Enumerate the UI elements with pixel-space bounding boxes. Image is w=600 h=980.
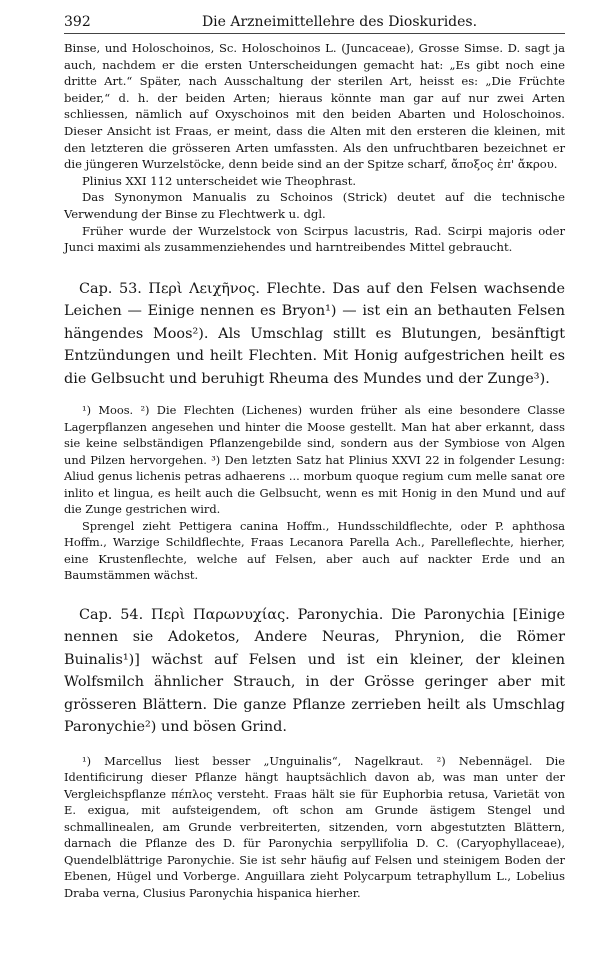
footnote-paragraph: ¹) Marcellus liest besser „Unguinalis“, Nagelkraut. ²) Nebennägel. Die Identificirung dieser Pflanze hängt hauptsächlich davon ab, was man unter der Vergleichspflanze πέπλος versteht. Fraas hält sie für Euphorbia retusa, Varietät von E. exigua, mit aufsteigendem, oft schon am Grunde ästigem Stengel und schmallinealen, am Grunde verbreiterten, sitzenden, vorn abgestutzten Blättern, darnach die Pflanze des D. für Paronychia serpyllifolia D. C. (Caryophyllaceae), Quendelblättrige Paronychie. Sie ist sehr häufig auf Felsen und steinigem Boden der Ebenen, Hügel und Vorberge. Anguillara zieht Polycarpum tetraphyllum L., Lobelius Draba verna, Clusius Paronychia hispanica hierher.	[64, 753, 565, 900]
page-body	[64, 40, 565, 901]
footnote-paragraph: Sprengel zieht Pettigera canina Hoffm., Hundsschildflechte, oder P. aphthosa Hoffm., Warzige Schildflechte, Fraas Lecanora Parella Ach., Parelleflechte, hierher, eine Krustenflechte, welche auf Felsen, aber auch auf nackter Erde und an Baumstämmen wächst.	[64, 518, 565, 583]
top-notes	[64, 40, 565, 256]
note-paragraph: Plinius XXI 112 unterscheidet wie Theophrast.	[82, 173, 357, 188]
note-paragraph: Früher wurde der Wurzelstock von Scirpus lacustris, Rad. Scirpi majoris oder Junci maximi als zusammenziehendes und harntreibendes Mittel gebraucht.	[64, 223, 565, 255]
chapter-54-text: Cap. 54. Περὶ Παρωνυχίας. Paronychia. Die Paronychia [Einige nennen sie Adoketos, Andere Neuras, Phrynion, die Römer Buinalis¹)] wächst auf Felsen und ist ein kleiner, der kleinen Wolfsmilch ähnlicher Strauch, in der Grösse geringer aber mit grösseren Blättern. Die ganze Pflanze zerrieben heilt als Umschlag Paronychie²) und bösen Grind.	[64, 606, 565, 736]
chapter-53-footnotes	[64, 402, 565, 584]
chapter-54-footnotes	[64, 753, 565, 902]
running-title: Die Arzneimittellehre des Dioskurides.	[201, 14, 478, 30]
note-paragraph: Das Synonymon Manualis zu Schoinos (Strick) deutet auf die technische Verwendung der Binse zu Flechtwerk u. dgl.	[64, 190, 565, 221]
page-number: 392	[64, 14, 91, 30]
footnote-paragraph: ¹) Moos. ²) Die Flechten (Lichenes) wurden früher als eine besondere Classe Lagerpflanzen angesehen und hinter die Moose gestellt. Man hat aber erkannt, dass sie keine selbständigen Pflanzengebilde sind, sondern aus der Symbiose von Algen und Pilzen hervorgehen. ³) Den letzten Satz hat Plinius XXVI 22 in folgender Lesung: Aliud genus lichenis petras adhaerens ... morbum quoque regium cum melle sanat ore inlito et lingua, es heilt auch die Gelbsucht, wenn es mit Honig in den Mund und auf die Zunge gestrichen wird.	[64, 403, 565, 517]
running-head	[64, 0, 565, 34]
chapter-53-text: Cap. 53. Περὶ Λειχῆνος. Flechte. Das auf den Felsen wachsende Leichen — Einige nennen es Bryon¹) — ist ein an bethauten Felsen hängendes Moos²). Als Umschlag stillt es Blutungen, besänftigt Entzündungen und heilt Flechten. Mit Honig aufgestrichen heilt es die Gelbsucht und beruhigt Rheuma des Mundes und der Zunge³).	[64, 280, 565, 387]
note-paragraph: Binse, und Holoschoinos, Sc. Holoschoinos L. (Juncaceae), Grosse Simse. D. sagt ja auch, nachdem er die ersten Unterscheidungen gemacht hat: „Es gibt noch eine dritte Art.“ Später, nach Ausschaltung der sterilen Art, heisst es: „Die Früchte beider,“ d. h. der beiden Arten; hieraus könnte man gar auf nur zwei Arten schliessen, nämlich auf Oxyschoinos mit den beiden Abarten und Holoschoinos. Dieser Ansicht ist Fraas, er meint, dass die Alten mit den ersteren die kleinen, mit den letzteren die grösseren Arten umfassten. Als den unfruchtbaren bezeichnet er die jüngeren Wurzelstöcke, denn beide sind an der Spitze scharf, ἄποξος ἐπ' ἄκρου.	[64, 41, 565, 172]
